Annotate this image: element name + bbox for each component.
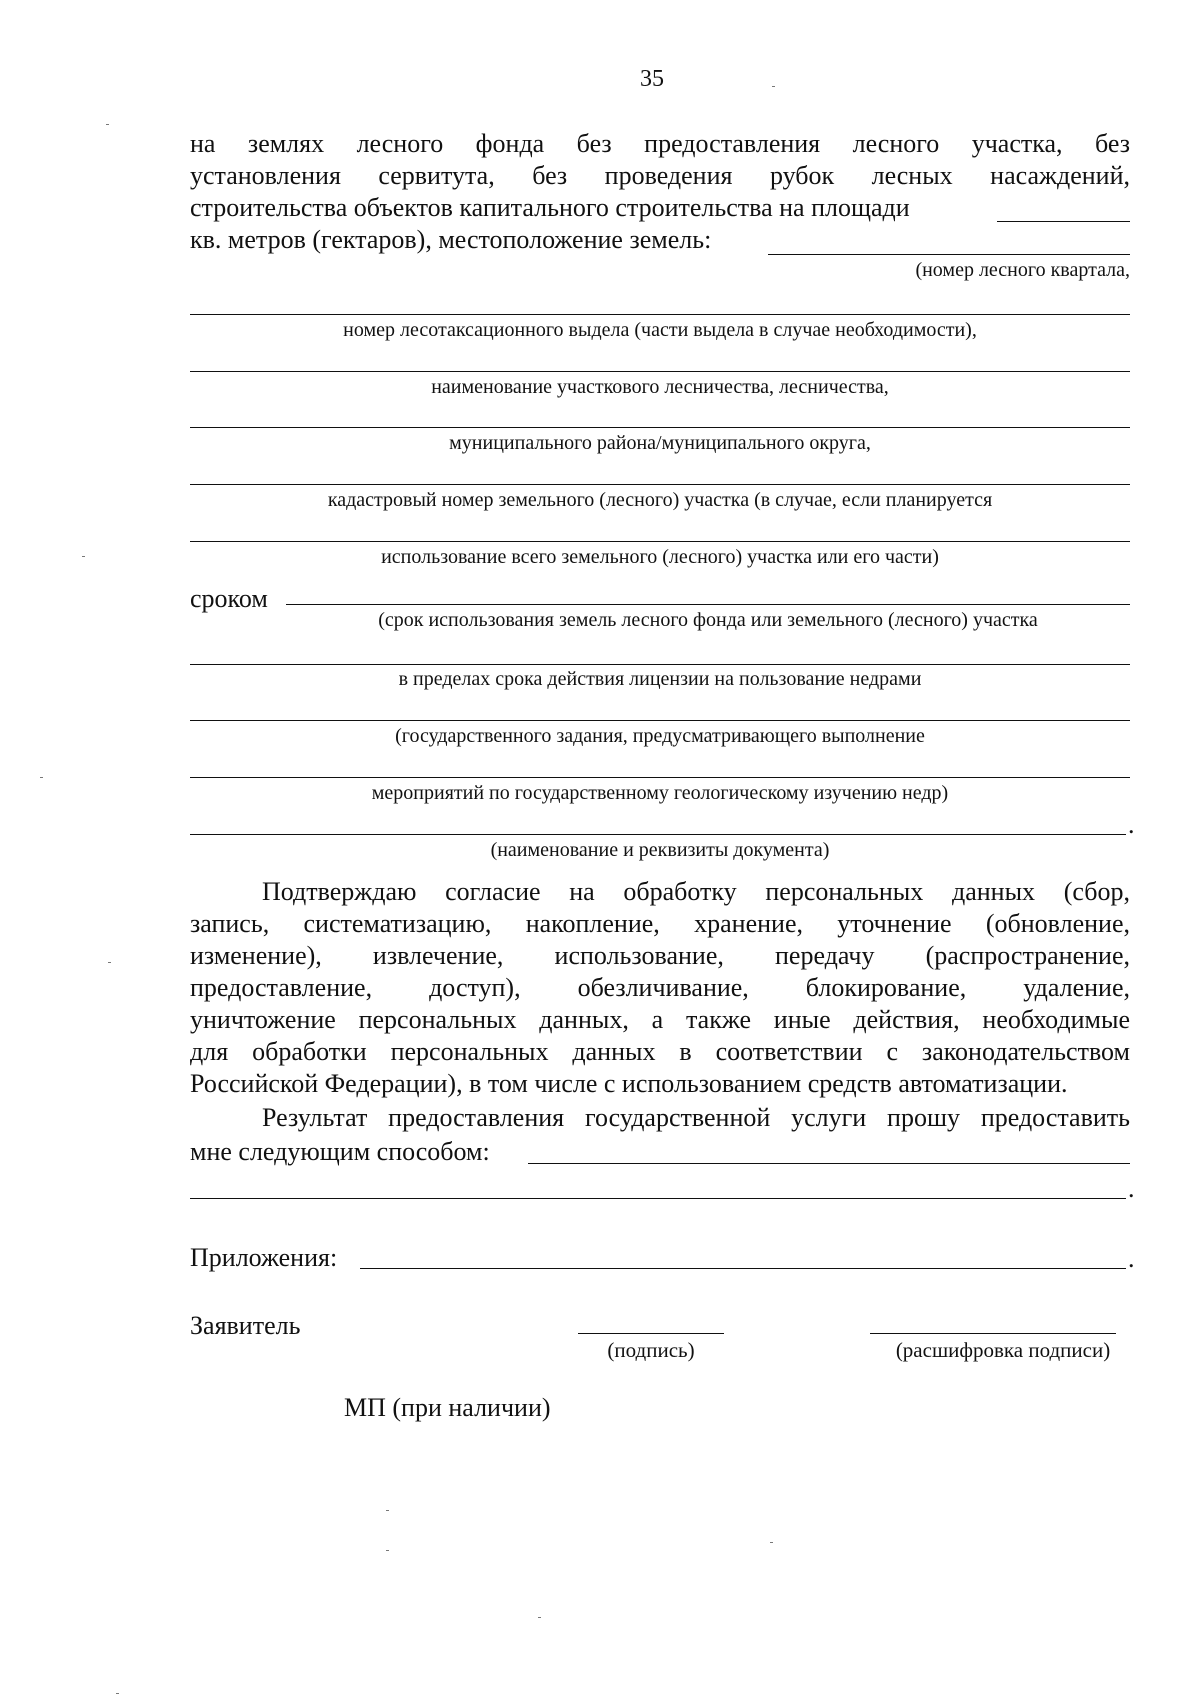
consent-line-4: предоставление, доступ), обезличивание, блокирование, удаление,	[190, 973, 1130, 1002]
location-line-3	[190, 371, 1130, 372]
signature-line	[578, 1333, 724, 1334]
attachments-line-end-mark: .	[1128, 1244, 1135, 1273]
scan-speck	[82, 556, 85, 557]
term-caption-3: (государственного задания, предусматривающего выполнение	[395, 725, 925, 747]
location-line-5	[190, 484, 1130, 485]
location-line-6	[190, 541, 1130, 542]
consent-line-6: для обработки персональных данных в соответствии с законодательством	[190, 1037, 1130, 1066]
location-caption-1: (номер лесного квартала,	[915, 259, 1130, 281]
signature-decoding-caption: (расшифровка подписи)	[895, 1338, 1111, 1362]
scan-speck	[106, 124, 109, 125]
location-caption-3: наименование участкового лесничества, лесничества,	[431, 376, 889, 398]
scan-speck	[772, 86, 775, 87]
location-caption-2: номер лесотаксационного выдела (части выдела в случае необходимости),	[343, 319, 977, 341]
term-input-line	[286, 604, 1130, 605]
scan-speck	[40, 777, 43, 778]
term-line-4	[190, 777, 1130, 778]
location-caption-5: кадастровый номер земельного (лесного) участка (в случае, если планируется	[327, 489, 993, 511]
scan-speck	[386, 1550, 389, 1551]
applicant-label: Заявитель	[190, 1311, 301, 1340]
term-line-2	[190, 664, 1130, 665]
area-input-line	[997, 221, 1130, 222]
attachments-input-line	[360, 1268, 1126, 1269]
result-method-line-2	[190, 1198, 1126, 1199]
scan-speck	[108, 962, 111, 963]
consent-line-7: Российской Федерации), в том числе с использованием средств автоматизации.	[190, 1069, 1068, 1098]
term-caption-2: в пределах срока действия лицензии на пользование недрами	[398, 668, 922, 690]
result-method-input-line	[528, 1163, 1130, 1164]
signature-decoding-line	[870, 1333, 1116, 1334]
consent-line-5: уничтожение персональных данных, а также иные действия, необходимые	[190, 1005, 1130, 1034]
term-caption-5: (наименование и реквизиты документа)	[490, 839, 830, 861]
location-input-line	[768, 254, 1130, 255]
intro-line-4: кв. метров (гектаров), местоположение земель:	[190, 225, 712, 254]
scan-speck	[538, 1617, 541, 1618]
scan-speck	[386, 1510, 389, 1511]
intro-line-1: на землях лесного фонда без предоставления лесного участка, без	[190, 129, 1130, 158]
attachments-label: Приложения:	[190, 1243, 338, 1272]
location-caption-4: муниципального района/муниципального округа,	[449, 432, 871, 454]
term-caption-4: мероприятий по государственному геологическому изучению недр)	[371, 782, 949, 804]
signature-caption: (подпись)	[607, 1338, 695, 1362]
page-number: 35	[640, 66, 664, 92]
consent-line-2: запись, систематизацию, накопление, хранение, уточнение (обновление,	[190, 909, 1130, 938]
intro-line-3: строительства объектов капитального строительства на площади	[190, 193, 910, 222]
intro-line-2: установления сервитута, без проведения рубок лесных насаждений,	[190, 161, 1130, 190]
consent-line-1: Подтверждаю согласие на обработку персональных данных (сбор,	[262, 877, 1130, 906]
location-caption-6: использование всего земельного (лесного) участка или его части)	[381, 546, 939, 568]
location-line-2	[190, 314, 1130, 315]
document-line-end-mark: .	[1128, 810, 1135, 839]
consent-line-3: изменение), извлечение, использование, передачу (распространение,	[190, 941, 1130, 970]
term-label: сроком	[190, 584, 268, 613]
document-input-line	[190, 834, 1126, 835]
location-line-4	[190, 427, 1130, 428]
scan-speck	[770, 1542, 773, 1543]
stamp-label: МП (при наличии)	[344, 1393, 551, 1422]
result-line-2: мне следующим способом:	[190, 1137, 490, 1166]
term-caption-1: (срок использования земель лесного фонда или земельного (лесного) участка	[378, 609, 1038, 631]
result-line-end-mark: .	[1128, 1174, 1135, 1203]
result-line-1: Результат предоставления государственной услуги прошу предоставить	[262, 1103, 1130, 1132]
scan-speck	[116, 1693, 119, 1694]
term-line-3	[190, 720, 1130, 721]
